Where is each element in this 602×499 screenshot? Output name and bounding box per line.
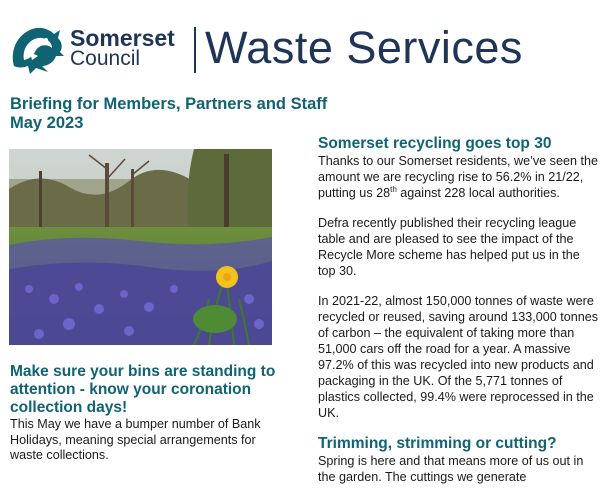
briefing-date: May 2023: [10, 114, 84, 132]
recycling-rate-text: Thanks to our Somerset residents, we’ve seen the amount we are recycling rise to 56.2% in 21/22, putting us 28: [318, 154, 599, 200]
right-column: [318, 135, 600, 499]
page-title: Waste Services: [205, 22, 523, 73]
garden-waste-heading: Trimming, strimming or cutting?: [318, 435, 557, 452]
header-divider: [194, 27, 196, 73]
org-name: Somerset: [70, 25, 175, 51]
org-subname: Council: [70, 47, 141, 70]
newsletter-header: [0, 0, 602, 84]
briefing-audience: Briefing for Members, Partners and Staff: [10, 95, 328, 113]
ordinal-suffix: th: [390, 184, 397, 194]
briefing-title: [10, 95, 370, 133]
coronation-collection-body: This May we have a bumper number of Bank Holidays, meaning special arrangements for waste collections.: [10, 417, 261, 462]
recycling-rate-paragraph: [318, 153, 600, 201]
somerset-dragon-logo-icon: [8, 22, 66, 76]
coronation-collection-heading: Make sure your bins are standing to attention - know your coronation collection days!: [10, 363, 276, 416]
recycling-rate-text-end: against 228 local authorities.: [396, 186, 560, 200]
bluebell-woodland-photo: [9, 149, 272, 345]
defra-league-paragraph: Defra recently published their recycling league table and are pleased to see the impact of the Recycle More scheme has helped put us in the top 30.: [318, 216, 580, 278]
recycling-top30-heading: Somerset recycling goes top 30: [318, 135, 552, 152]
tonnage-paragraph: In 2021-22, almost 150,000 tonnes of waste were recycled or reused, saving around 133,000 tonnes of carbon – the equivalent of taking more than 51,000 cars off the road for a year. A massive 97.2% of this was recycled into new products and packaging in the UK. Of the 5,771 tonnes of plastics collected, 99.4% were reprocessed in the UK.: [318, 294, 599, 420]
garden-waste-paragraph: Spring is here and that means more of us out in the garden. The cuttings we generate: [318, 454, 584, 484]
